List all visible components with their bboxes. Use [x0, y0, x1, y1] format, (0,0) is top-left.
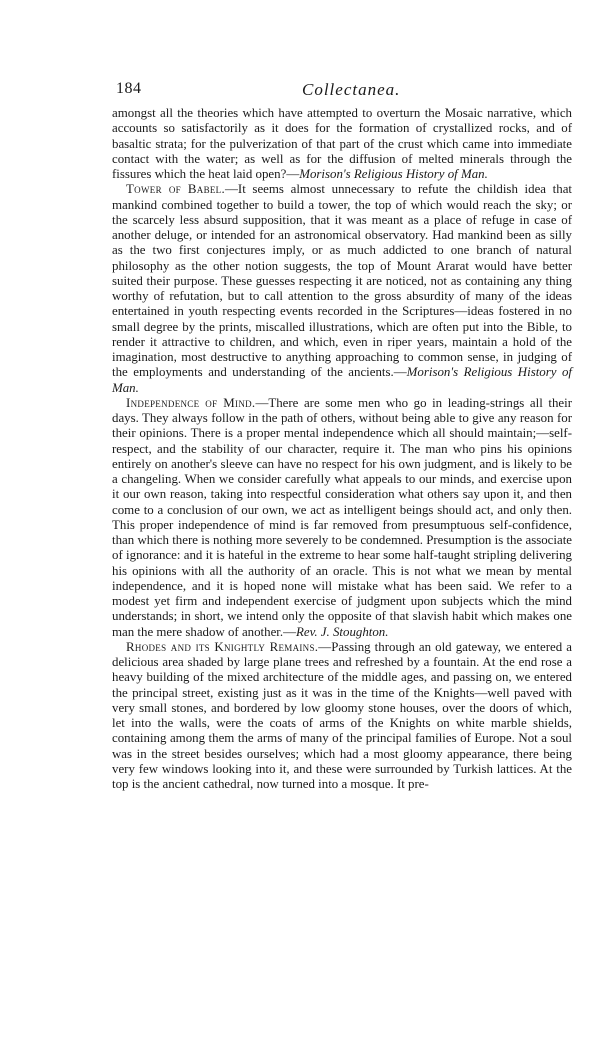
section-rhodes	[112, 640, 572, 793]
citation: Morison's Religious History of Man.	[299, 167, 488, 181]
citation: Morison's Religious History of Man.	[112, 365, 572, 395]
citation: Rev. J. Stoughton.	[296, 624, 389, 639]
continuation-paragraph	[112, 106, 572, 182]
running-head	[112, 80, 572, 106]
section-text: —Passing through an old gateway, we entered a delicious area shaded by large plane trees and refreshed by a fountain. At the end rose a heavy building of the mixed architecture of the middle ages, and passing on, we entered the principal street, existing just as it was in the time of the Knights—well paved with very small stones, and bordered by low gloomy stone houses, over the doors of which, let into the walls, were the coats of arms of the Knights on white marble shields, containing among them the arms of many of the principal families of Europe. Not a soul was in the street besides ourselves; which had a most gloomy appearance, there being very few windows looking into it, and these were surrounded by Turkish lattices. At the top is the ancient cathedral, now turned into a mosque. It pre-	[112, 639, 572, 791]
section-text: —There are some men who go in leading-strings all their days. They always follow in the path of others, without being able to give any reason for their opinions. There is a proper mental independence which all should maintain;—self-respect, and the stability of our character, require it. The man who pins his opinions entirely on another's sleeve can have no respect for his own judgment, and is likely to be a changeling. When we consider carefully what appeals to our minds, and exercise upon it our own reason, taking into respectful consideration what others say upon it, and then come to a conclusion of our own, we act as intelligent beings should act, and only then. This proper independence of mind is far removed from presumptuous self-confidence, than which there is nothing more severely to be condemned. Presumption is the associate of ignorance: and it is hateful in the extreme to hear some half-taught stripling delivering his opinions with all the authority of an oracle. This is not what we mean by mental independence, and it is hoped none will mistake what has been said. We refer to a modest yet firm and independent exercise of judgment upon subjects which the mind understands; in short, we intend only the opposite of that slavish habit which makes one man the mere shadow of another.—	[112, 395, 572, 639]
book-page	[112, 80, 572, 792]
section-text: —It seems almost unnecessary to refute the childish idea that mankind combined together to build a tower, the top of which would reach the sky; or the scarcely less absurd supposition, that it was meant as a place of refuge in case of another deluge, or intended for an astronomical observatory. Had mankind been as silly as the two first conjectures imply, or as much addicted to one branch of natural philosophy as the other notion suggests, the top of Mount Ararat would have better suited their purpose. These guesses respecting it are noticed, not as containing any thing worthy of refutation, but to call attention to the gross absurdity of many of the ideas entertained in youth respecting events recorded in the Scriptures—ideas fostered in no small degree by the prints, miscalled illustrations, which are often put into the Bible, to render it attractive to children, and which, even in riper years, maintain a hold of the imagination, most destructive to anything approaching to common sense, in judging of the employments and understanding of the ancients.—	[112, 182, 572, 380]
section-independence-of-mind	[112, 396, 572, 640]
section-heading: Tower of Babel.	[126, 182, 226, 197]
body-text	[112, 106, 572, 792]
section-heading: Independence of Mind.	[126, 395, 256, 410]
section-tower-of-babel	[112, 182, 572, 396]
continuation-text: amongst all the theories which have attempted to overturn the Mosaic narrative, which accounts so satisfactorily as it does for the formation of crystallized rocks, and of basaltic strata; for the pulverization of that part of the crust which came into immediate contact with the water; as well as for the diffusion of melted minerals through the fissures which the heat laid open?—	[112, 106, 572, 181]
section-heading: Rhodes and its Knightly Remains.	[126, 639, 319, 654]
page-number: 184	[116, 80, 142, 97]
running-title: Collectanea.	[302, 80, 401, 99]
